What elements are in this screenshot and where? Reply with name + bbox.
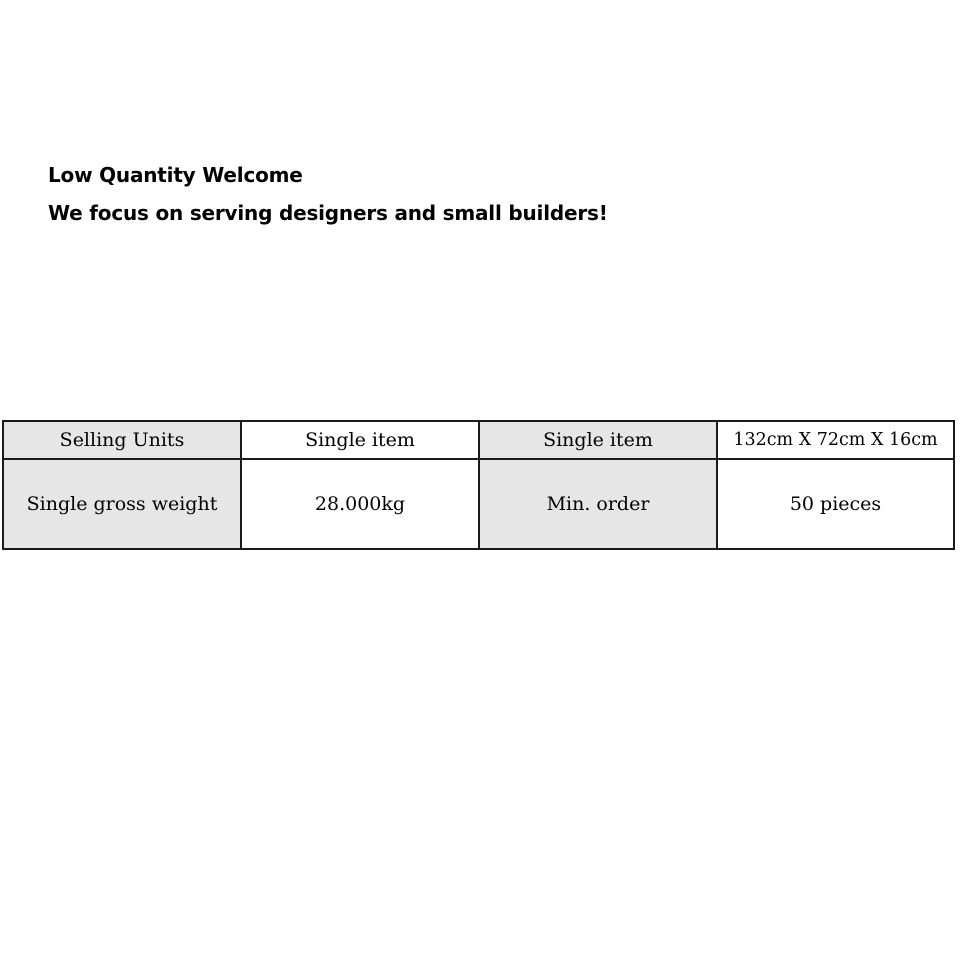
gross-weight-label: Single gross weight bbox=[3, 459, 241, 549]
selling-units-label-2: Single item bbox=[479, 421, 717, 459]
headline-low-quantity: Low Quantity Welcome bbox=[48, 163, 303, 187]
min-order-label: Min. order bbox=[479, 459, 717, 549]
table-row bbox=[3, 421, 954, 459]
selling-units-value: Single item bbox=[241, 421, 479, 459]
min-order-value: 50 pieces bbox=[717, 459, 954, 549]
table-row bbox=[3, 459, 954, 549]
headline-designers: We focus on serving designers and small builders! bbox=[48, 201, 608, 225]
dimensions-value: 132cm X 72cm X 16cm bbox=[717, 421, 954, 459]
gross-weight-value: 28.000kg bbox=[241, 459, 479, 549]
selling-units-label: Selling Units bbox=[3, 421, 241, 459]
spec-table bbox=[2, 420, 955, 550]
